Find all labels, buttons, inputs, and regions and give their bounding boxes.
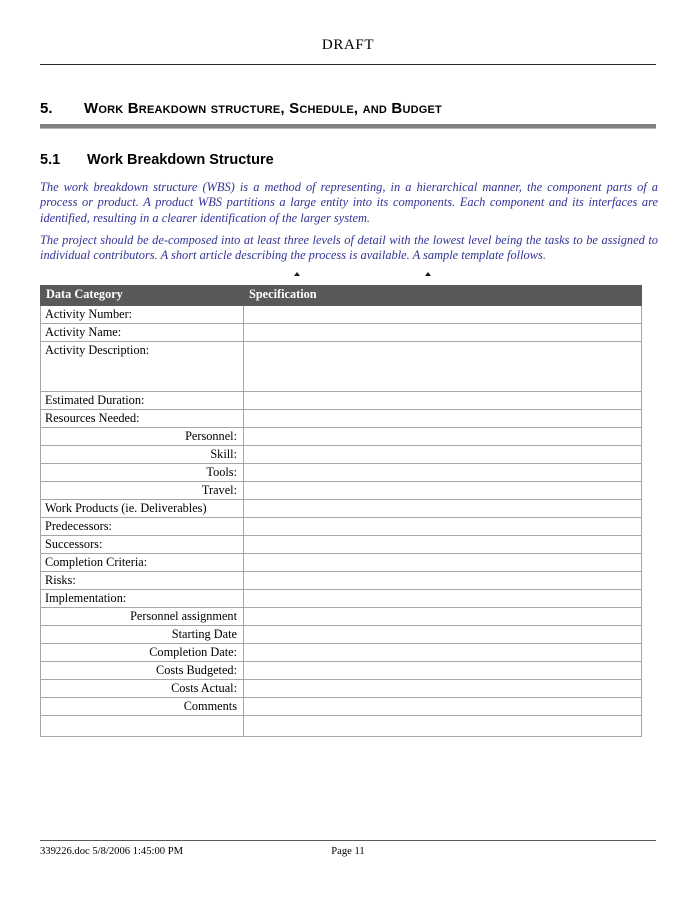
section-title: Work Breakdown structure, Schedule, and Budget [84, 100, 442, 117]
table-row [41, 572, 642, 590]
table-cell-specification[interactable] [244, 500, 642, 518]
table-cell-label: Resources Needed: [41, 410, 244, 428]
table-cell-label: Skill: [41, 446, 244, 464]
table-row [41, 536, 642, 554]
table-row [41, 500, 642, 518]
table-row [41, 464, 642, 482]
table-row [41, 554, 642, 572]
table-cell-label: Risks: [41, 572, 244, 590]
table-cell-label: Implementation: [41, 590, 244, 608]
document-header [40, 36, 656, 54]
footer-divider-rule [40, 840, 656, 841]
section-heading [40, 100, 656, 117]
table-cell-specification[interactable] [244, 324, 642, 342]
table-cell-specification[interactable] [244, 306, 642, 324]
footer-page-number: Page 11 [331, 846, 365, 857]
table-row [41, 428, 642, 446]
table-cell-label: Activity Description: [41, 342, 244, 392]
table-row [41, 662, 642, 680]
table-cell-label: Starting Date [41, 626, 244, 644]
table-cell-specification[interactable] [244, 446, 642, 464]
table-cell-specification[interactable] [244, 428, 642, 446]
wbs-template-table [40, 285, 642, 737]
table-cell-specification[interactable] [244, 572, 642, 590]
subsection-number: 5.1 [40, 152, 61, 168]
table-row [41, 608, 642, 626]
table-cell-label: Activity Number: [41, 306, 244, 324]
table-cell-specification[interactable] [244, 342, 642, 392]
table-cell-specification[interactable] [244, 536, 642, 554]
table-column-marker-right[interactable] [425, 272, 431, 276]
table-cell-specification[interactable] [244, 590, 642, 608]
table-cell-label: Estimated Duration: [41, 392, 244, 410]
table-column-marker-left[interactable] [294, 272, 300, 276]
subsection-heading [40, 152, 656, 168]
table-row [41, 626, 642, 644]
draft-watermark-label: DRAFT [321, 37, 375, 53]
table-cell-specification[interactable] [244, 482, 642, 500]
table-cell-label: Completion Date: [41, 644, 244, 662]
table-cell-label [41, 716, 244, 737]
table-cell-specification[interactable] [244, 698, 642, 716]
column-header-data-category: Data Category [41, 286, 244, 306]
table-row [41, 518, 642, 536]
table-head [41, 286, 642, 306]
table-cell-label: Travel: [41, 482, 244, 500]
table-row [41, 392, 642, 410]
table-cell-label: Activity Name: [41, 324, 244, 342]
table-row [41, 324, 642, 342]
table-header-row [41, 286, 642, 306]
header-divider-rule [40, 64, 656, 65]
table-cell-specification[interactable] [244, 518, 642, 536]
table-cell-specification[interactable] [244, 626, 642, 644]
table-row [41, 446, 642, 464]
table-cell-label: Work Products (ie. Deliverables) [41, 500, 244, 518]
table-cell-specification[interactable] [244, 680, 642, 698]
table-row [41, 680, 642, 698]
table-cell-label: Completion Criteria: [41, 554, 244, 572]
table-cell-label: Predecessors: [41, 518, 244, 536]
table-cell-specification[interactable] [244, 464, 642, 482]
table-cell-label: Comments [41, 698, 244, 716]
table-row [41, 590, 642, 608]
body-paragraph-2: The project should be de-composed into at least three levels of detail with the lowest level being the tasks to be assigned to individual contributors. A short article describing the process is available. A sample template follows. [40, 233, 658, 263]
wbs-template-table-wrapper [40, 285, 641, 737]
subsection-title: Work Breakdown Structure [87, 152, 274, 168]
table-cell-specification[interactable] [244, 662, 642, 680]
section-number: 5. [40, 100, 53, 117]
table-cell-label: Successors: [41, 536, 244, 554]
table-cell-label: Costs Actual: [41, 680, 244, 698]
table-cell-specification[interactable] [244, 608, 642, 626]
document-footer [40, 846, 656, 862]
table-cell-specification[interactable] [244, 410, 642, 428]
section-heading-bar [40, 124, 656, 129]
table-cell-label: Personnel: [41, 428, 244, 446]
table-cell-label: Costs Budgeted: [41, 662, 244, 680]
table-cell-specification[interactable] [244, 644, 642, 662]
table-cell-specification[interactable] [244, 392, 642, 410]
column-header-specification: Specification [244, 286, 642, 306]
footer-file-info: 339226.doc 5/8/2006 1:45:00 PM [40, 846, 184, 857]
table-row [41, 698, 642, 716]
table-body [41, 306, 642, 737]
table-cell-label: Tools: [41, 464, 244, 482]
table-row [41, 482, 642, 500]
table-row [41, 342, 642, 392]
table-cell-label: Personnel assignment [41, 608, 244, 626]
table-cell-specification[interactable] [244, 554, 642, 572]
table-row [41, 716, 642, 737]
table-cell-specification[interactable] [244, 716, 642, 737]
table-row [41, 644, 642, 662]
table-row [41, 410, 642, 428]
body-paragraph-1: The work breakdown structure (WBS) is a method of representing, in a hierarchical manner, the component parts of a process or product. A product WBS partitions a large entity into its components. Each component and its interfaces are identified, resulting in a clearer identification of the larger system. [40, 180, 658, 225]
table-row [41, 306, 642, 324]
